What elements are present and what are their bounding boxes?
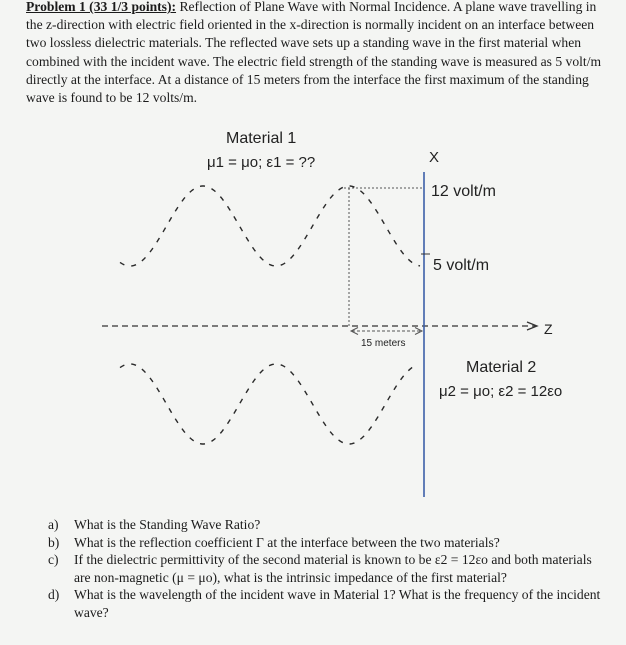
question-a — [48, 516, 608, 534]
z-axis-label: Z — [544, 321, 553, 337]
max-label: 12 volt/m — [431, 183, 496, 200]
question-text: If the dielectric permittivity of the second material is known to be ε2 = 12εo and both materials are non-magnetic (μ = μo), what is the intrinsic impedance of the first material? — [74, 552, 592, 585]
question-label: d) — [48, 587, 60, 603]
question-d — [48, 586, 608, 621]
material1-params: μ1 = μo; ε1 = ?? — [207, 154, 316, 171]
interface-value-label: 5 volt/m — [433, 257, 490, 274]
material2-title: Material 2 — [466, 359, 537, 376]
distance-label: 15 meters — [361, 338, 406, 349]
standing-wave-envelope-upper — [120, 186, 420, 266]
standing-wave-envelope-lower — [120, 364, 414, 444]
question-text: What is the Standing Wave Ratio? — [74, 517, 261, 532]
question-text: What is the reflection coefficient Γ at the interface between the two materials? — [74, 534, 500, 550]
problem-title: Problem 1 (33 1/3 points): — [26, 0, 177, 14]
x-axis-label: X — [429, 149, 440, 166]
question-c — [48, 551, 608, 586]
question-text: What is the wavelength of the incident wave in Material 1? What is the frequency of the incident wave? — [74, 587, 601, 620]
material2-params: μ2 = μo; ε2 = 12εo — [439, 383, 563, 400]
question-label: b) — [48, 534, 60, 550]
question-label: a) — [48, 517, 59, 532]
question-label: c) — [48, 552, 59, 568]
question-list — [48, 516, 608, 622]
material1-title: Material 1 — [226, 130, 297, 147]
question-b — [48, 534, 608, 552]
problem-text: Reflection of Plane Wave with Normal Incidence. A plane wave travelling in the z-direction with electric field oriented in the x-direction is normally incident on an interface between two lossless dielectric materials. The reflected wave sets up a standing wave in the first material when combined with the incident wave. The electric field strength of the standing wave is measured as 5 volt/m directly at the interface. At a distance of 15 meters from the interface the first maximum of the standing wave is found to be 12 volts/m. — [26, 0, 602, 106]
